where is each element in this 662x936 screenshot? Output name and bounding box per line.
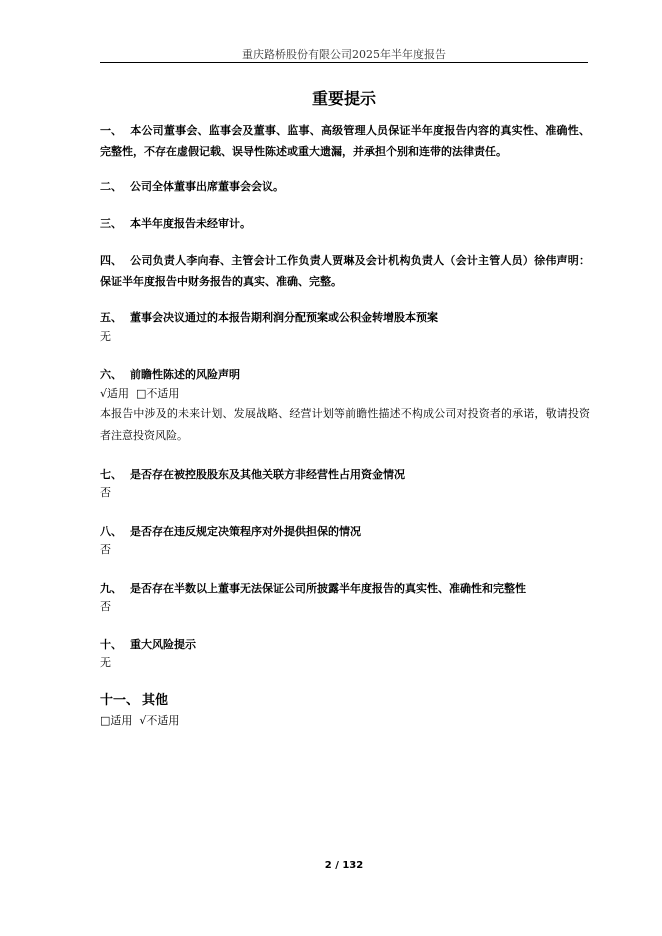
notice-item-1	[100, 120, 590, 162]
running-header: 重庆路桥股份有限公司2025年半年度报告	[242, 48, 446, 61]
notice-item-8	[100, 521, 590, 542]
item-11-options: □适用 √不适用	[100, 714, 180, 727]
item-text: 是否存在半数以上董事无法保证公司所披露半年度报告的真实性、准确性和完整性	[130, 582, 526, 595]
page-title: 重要提示	[311, 89, 376, 108]
header-divider	[100, 62, 588, 63]
item-7-answer: 否	[100, 486, 111, 499]
notice-item-2	[100, 176, 590, 197]
item-number: 十一、	[100, 693, 140, 708]
item-number: 十、	[100, 638, 122, 651]
item-number: 二、	[100, 180, 122, 193]
notice-item-5	[100, 307, 590, 328]
item-number: 九、	[100, 582, 122, 595]
item-number: 六、	[100, 368, 122, 381]
item-number: 一、	[100, 124, 122, 137]
notice-item-6	[100, 364, 590, 385]
item-text: 是否存在被控股股东及其他关联方非经营性占用资金情况	[130, 468, 405, 481]
page-number: 2 / 132	[324, 860, 364, 871]
item-number: 五、	[100, 311, 122, 324]
item-text: 重大风险提示	[130, 638, 196, 651]
notice-item-7	[100, 464, 590, 485]
item-6-options: √适用 □不适用	[100, 387, 180, 400]
item-number: 四、	[100, 254, 122, 267]
notice-item-9	[100, 578, 590, 599]
item-9-answer: 否	[100, 600, 111, 613]
item-text: 董事会决议通过的本报告期利润分配预案或公积金转增股本预案	[130, 311, 438, 324]
item-number: 八、	[100, 525, 122, 538]
item-text: 是否存在违反规定决策程序对外提供担保的情况	[130, 525, 361, 538]
notice-item-4	[100, 250, 590, 292]
item-text: 公司负责人李向春、主管会计工作负责人贾琳及会计机构负责人（会计主管人员）徐伟声明：保证半年度报告中财务报告的真实、准确、完整。	[100, 254, 590, 288]
item-text: 其他	[142, 693, 169, 708]
item-text: 本半年度报告未经审计。	[130, 217, 251, 230]
notice-item-11	[100, 690, 590, 712]
item-text: 公司全体董事出席董事会会议。	[130, 180, 284, 193]
item-8-answer: 否	[100, 543, 111, 556]
item-text: 前瞻性陈述的风险声明	[130, 368, 240, 381]
item-number: 七、	[100, 468, 122, 481]
item-10-answer: 无	[100, 656, 111, 669]
item-5-answer: 无	[100, 330, 111, 343]
notice-item-3	[100, 213, 590, 234]
item-6-detail: 本报告中涉及的未来计划、发展战略、经营计划等前瞻性描述不构成公司对投资者的承诺，敬请投资者注意投资风险。	[100, 407, 590, 442]
item-number: 三、	[100, 217, 122, 230]
notice-item-10	[100, 634, 590, 655]
item-text: 本公司董事会、监事会及董事、监事、高级管理人员保证半年度报告内容的真实性、准确性、完整性，不存在虚假记载、误导性陈述或重大遗漏，并承担个别和连带的法律责任。	[100, 124, 590, 158]
